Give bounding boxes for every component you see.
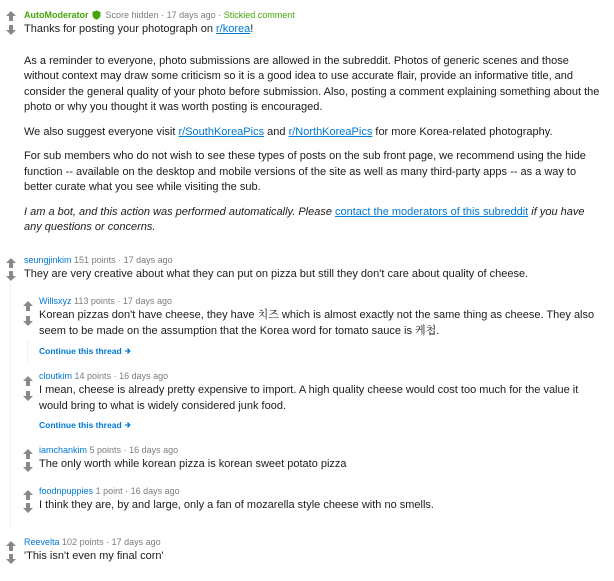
- comment-points: 151 points: [74, 255, 116, 265]
- comment-score: Score hidden: [105, 10, 159, 20]
- comment-body: The only worth while korean pizza is korean sweet potato pizza: [39, 458, 347, 470]
- downvote-arrow-icon[interactable]: [22, 502, 34, 514]
- comment-time[interactable]: 16 days ago: [130, 486, 180, 496]
- vote-column: [5, 540, 17, 565]
- upvote-arrow-icon[interactable]: [5, 10, 17, 22]
- meta-separator: ·: [106, 537, 110, 547]
- comment-author[interactable]: Reevelta: [24, 537, 60, 547]
- comment-author[interactable]: iamchankim: [39, 445, 88, 455]
- downvote-arrow-icon[interactable]: [5, 553, 17, 565]
- continue-thread-label[interactable]: Continue this thread: [39, 420, 122, 430]
- comment-points: 102 points: [62, 537, 104, 547]
- comment-meta: [39, 295, 172, 307]
- comment-author[interactable]: seungjinkim: [24, 255, 72, 265]
- comment-paragraph: I am a bot, and this action was performed automatically. Please contact the moderators of this subreddit if you have any questions or concerns.: [24, 205, 585, 233]
- comment-meta: [24, 254, 173, 266]
- comment-paragraph: We also suggest everyone visit r/SouthKoreaPics and r/NorthKoreaPics for more Korea-related photography.: [24, 125, 553, 138]
- comment-body: They are very creative about what they can put on pizza but still they don't care about quality of cheese.: [24, 268, 529, 280]
- comment-meta: [24, 9, 295, 23]
- comment-body: I think they are, by and large, only a fan of mozarella style cheese with no smells.: [39, 499, 434, 511]
- stickied-label: Stickied comment: [223, 10, 295, 20]
- comment-meta: [39, 444, 178, 456]
- meta-separator: ·: [113, 371, 117, 381]
- comment-points: 14 points: [74, 371, 112, 381]
- vote-column: [5, 10, 17, 36]
- chevron-right-icon: [124, 420, 131, 430]
- vote-column: [22, 375, 34, 402]
- comment-time[interactable]: 17 days ago: [111, 537, 161, 547]
- vote-column: [22, 448, 34, 473]
- downvote-arrow-icon[interactable]: [22, 390, 34, 402]
- comment-author[interactable]: foodnpuppies: [39, 486, 94, 496]
- comment-paragraph: For sub members who do not wish to see these types of posts on the sub front page, we recommend using the hide function -- available on the desktop and mobile versions of the site as well as many third-party apps -- as a way to better curate what you see while visiting the sub.: [24, 150, 586, 193]
- comment-points: 113 points: [74, 296, 115, 306]
- comment-meta: [39, 485, 180, 497]
- upvote-arrow-icon[interactable]: [22, 300, 34, 312]
- meta-separator: ·: [123, 445, 127, 455]
- comment-author[interactable]: AutoModerator: [24, 10, 89, 20]
- subreddit-link[interactable]: r/korea: [216, 23, 251, 35]
- comment-points: 1 point: [95, 486, 123, 496]
- continue-thread-label[interactable]: Continue this thread: [39, 346, 122, 356]
- contact-moderators-link[interactable]: contact the moderators of this subreddit: [335, 205, 529, 218]
- downvote-arrow-icon[interactable]: [22, 461, 34, 473]
- vote-column: [5, 257, 17, 282]
- continue-thread-link[interactable]: [39, 345, 131, 357]
- continue-thread-link[interactable]: [39, 419, 131, 431]
- chevron-right-icon: [124, 346, 131, 356]
- thread-line[interactable]: [10, 282, 11, 528]
- comment-time[interactable]: 16 days ago: [119, 371, 169, 381]
- meta-separator: ·: [218, 10, 222, 20]
- upvote-arrow-icon[interactable]: [22, 375, 34, 387]
- comment-meta: [24, 536, 161, 548]
- comment-time[interactable]: 17 days ago: [122, 296, 172, 306]
- subreddit-link[interactable]: r/SouthKoreaPics: [178, 125, 265, 138]
- comment-body: Korean pizzas don't have cheese, they have 치즈 which is almost exactly not the same thing as cheese. They also seem to be made on the assumption that the Korea word for tomato sauce is 케첩.: [39, 309, 595, 337]
- comment-body: [24, 22, 604, 245]
- meta-separator: ·: [117, 296, 121, 306]
- comment-time[interactable]: 16 days ago: [129, 445, 179, 455]
- downvote-arrow-icon[interactable]: [22, 315, 34, 327]
- comment-paragraph: As a reminder to everyone, photo submissions are allowed in the subreddit. Photos of generic scenes and those without context may draw some criticism so it is a good idea to use accurate flair, provide an informative title, and consider the general quality of your photo before submission. Also, posting a comment explaining something about the photo or why you thought it was worth posting is encouraged.: [24, 54, 600, 113]
- upvote-arrow-icon[interactable]: [22, 448, 34, 460]
- upvote-arrow-icon[interactable]: [22, 489, 34, 501]
- comment-author[interactable]: Willsxyz: [39, 296, 72, 306]
- downvote-arrow-icon[interactable]: [5, 24, 17, 36]
- meta-separator: ·: [161, 10, 165, 20]
- comment-points: 5 points: [89, 445, 122, 455]
- comment-time[interactable]: 17 days ago: [123, 255, 173, 265]
- comment-body: 'This isn't even my final corn': [24, 550, 164, 562]
- comment-body: I mean, cheese is already pretty expensive to import. A high quality cheese would cost too much for the value it would bring to what is widely considered junk food.: [39, 384, 579, 412]
- upvote-arrow-icon[interactable]: [5, 540, 17, 552]
- comment-time[interactable]: 17 days ago: [166, 10, 216, 20]
- subreddit-link[interactable]: r/NorthKoreaPics: [288, 125, 373, 138]
- vote-column: [22, 489, 34, 514]
- thread-line[interactable]: [27, 340, 28, 362]
- vote-column: [22, 300, 34, 327]
- downvote-arrow-icon[interactable]: [5, 270, 17, 282]
- comment-meta: [39, 370, 168, 382]
- meta-separator: ·: [118, 255, 122, 265]
- comment-author[interactable]: cloutkim: [39, 371, 73, 381]
- upvote-arrow-icon[interactable]: [5, 257, 17, 269]
- meta-separator: ·: [125, 486, 129, 496]
- comment-paragraph: Thanks for posting your photograph on r/korea!: [24, 23, 254, 35]
